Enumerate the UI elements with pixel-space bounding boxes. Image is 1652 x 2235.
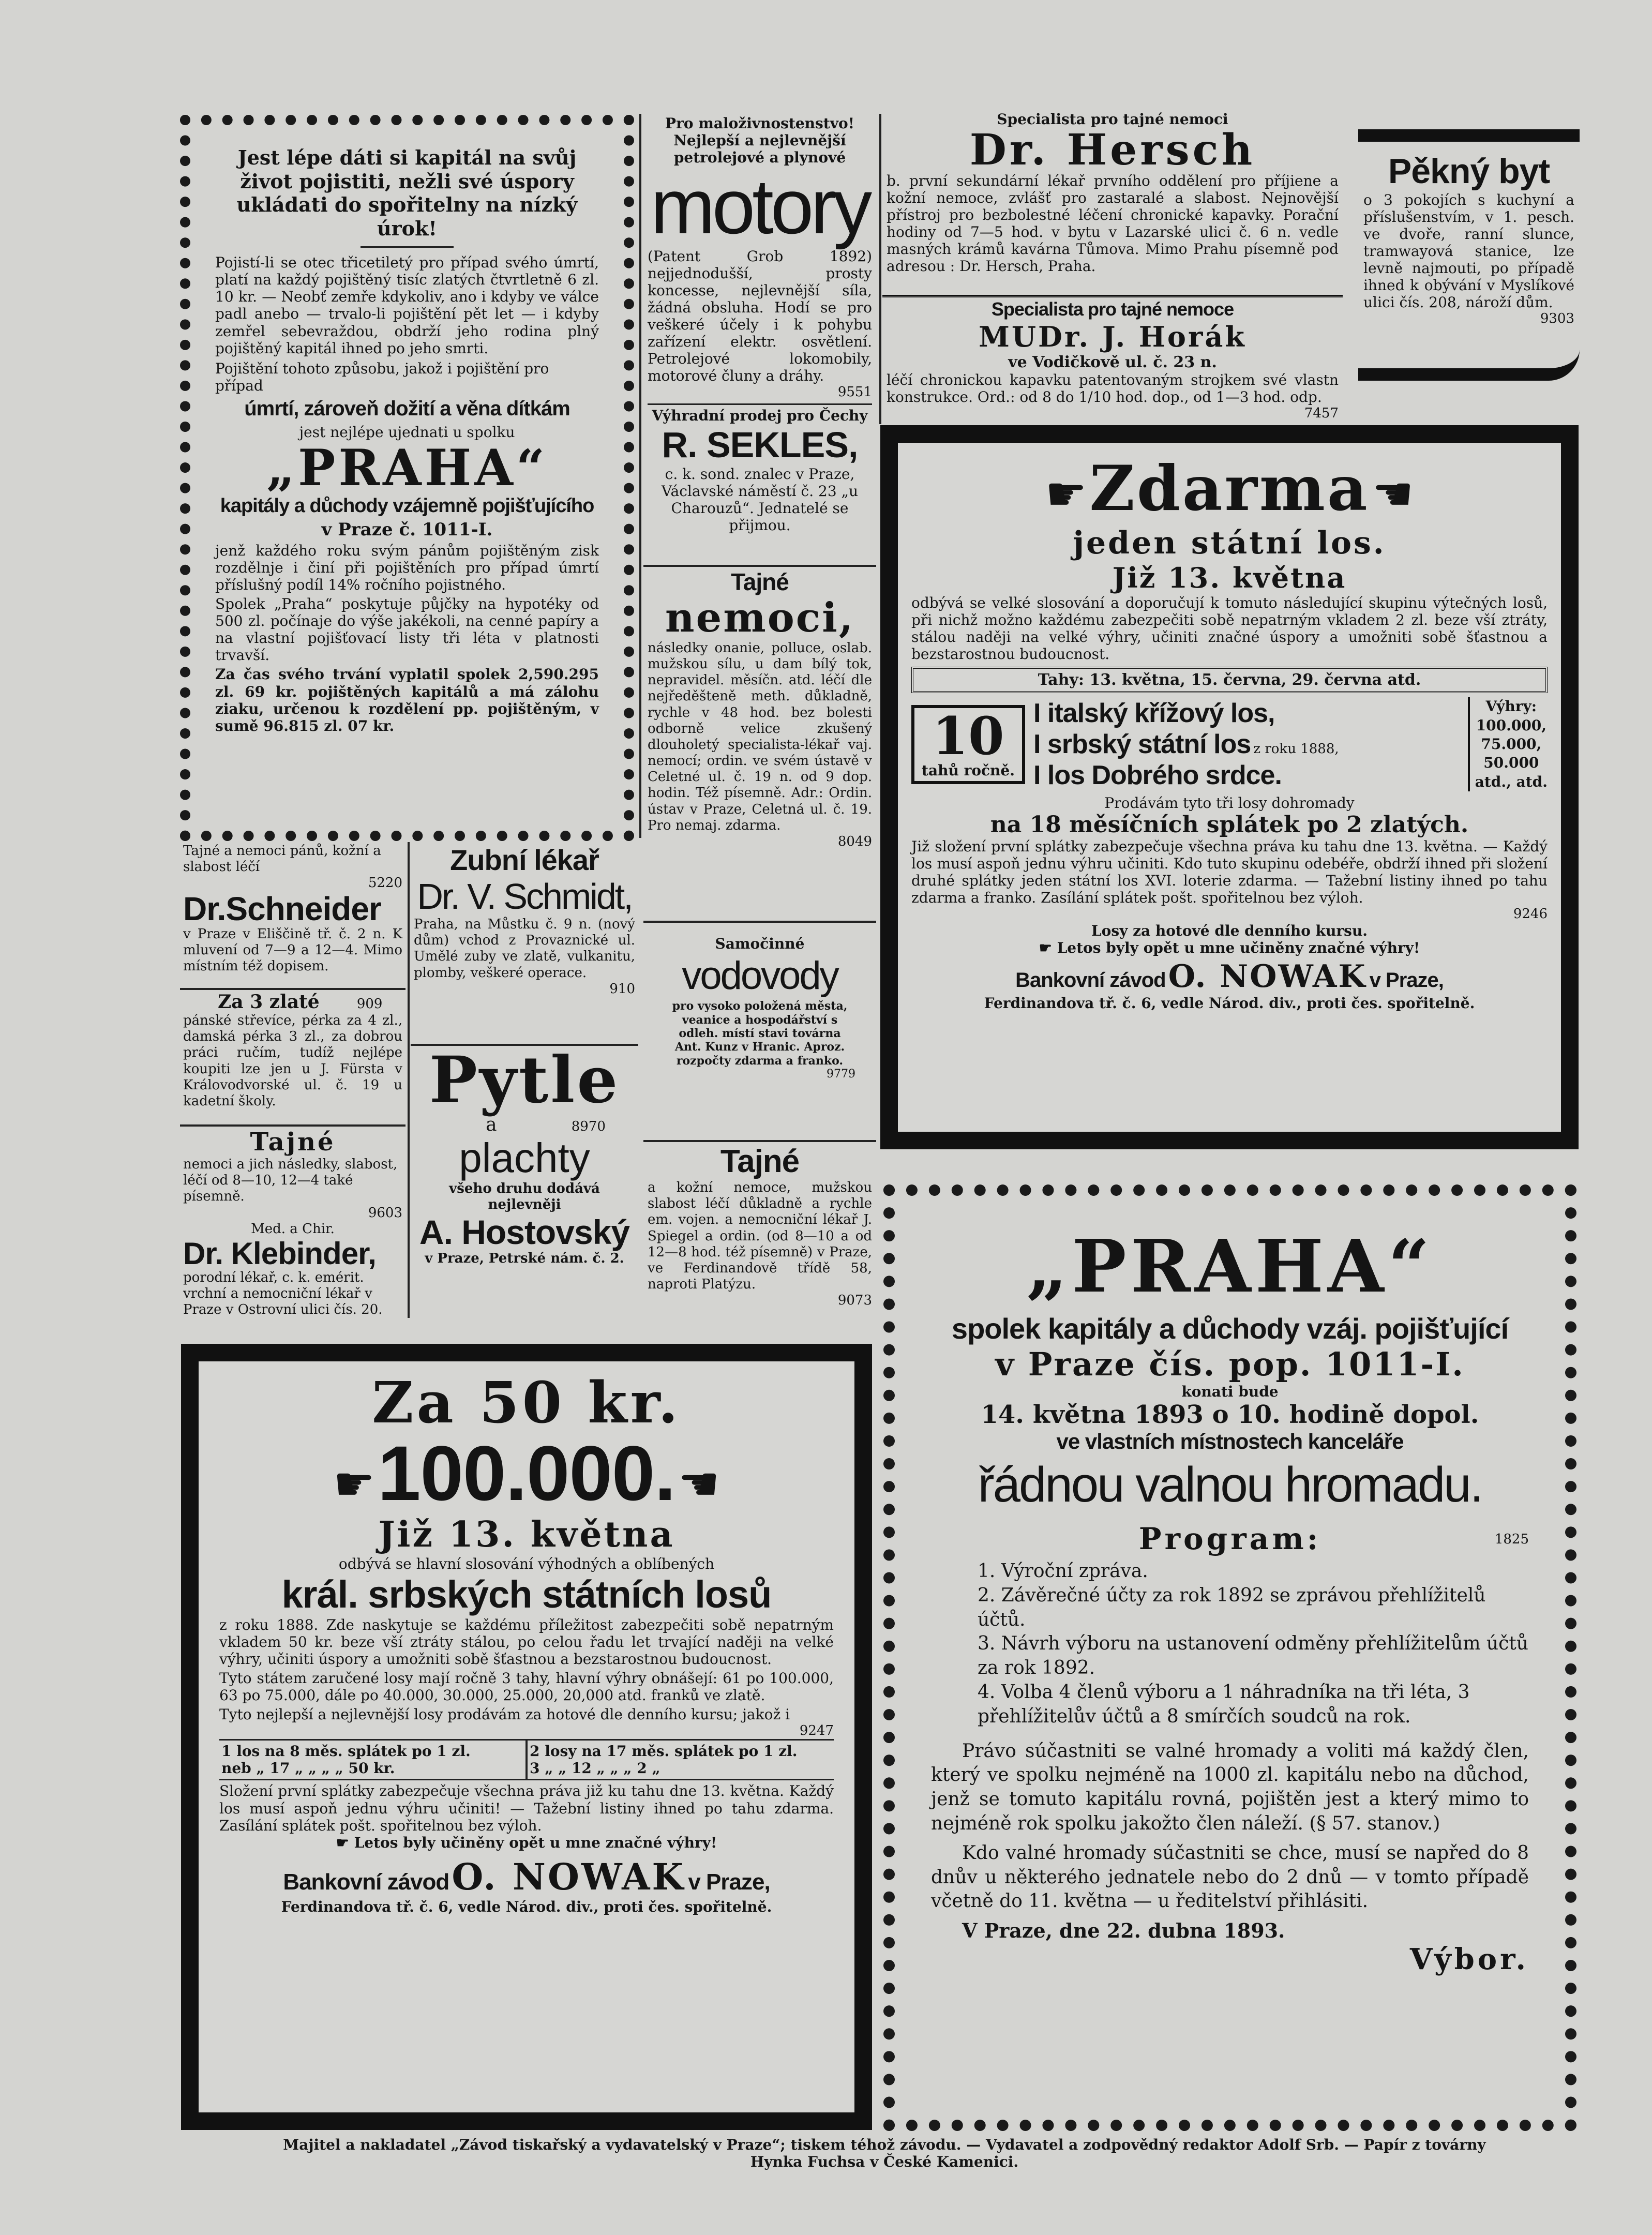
zdarma-text-2: Již složení první splátky zabezpečuje všechna práva ku tahu dne 13. května. — Každý los musí aspoň jednu výhru učiniti. Kdo tuto skupinu odebéře, obdrží ihned při složení druhé splátky jeden státní los XVI. loterie zdarma. — Tažební listiny ihned po tahu zdarma a franko. Zasílání splátek pošt. spořitelnou bez výloh. xyxy=(911,838,1548,907)
zdarma-splatky: na 18 měsíčních splátek po 2 zlatých. xyxy=(990,812,1469,838)
schneider-name: Dr.Schneider xyxy=(183,890,381,927)
pytle-text: všeho druhu dodává nejlevněji xyxy=(449,1181,600,1213)
horak-title: Specialista pro tajné nemoce xyxy=(991,298,1234,320)
praha2-place: ve vlastních místnostech kanceláře xyxy=(1056,1429,1404,1454)
tajne1-text: následky onanie, polluce, oslab. mužskou sílu, u dam bílý tok, nepravidel. měsíčn. atd. léčí dle nejředěšteně meth. důkladně, rychle v 48 hod. bez bolesti odborně velice zkušený dlouholetý specialista-lékař vaj. nemocí; ordin. ve svém ústavě v Celetné ul. č. 19 n. od 9 dop. hodin. Též písemně. Adr.: Ordin. ústav v Praze, Celetná ul. č. 19. Pro nemaj. zdarma. xyxy=(648,640,872,833)
insurance-text-6: Za čas svého trvání vyplatil spolek 2,590.295 zl. 69 kr. pojištěných kapitálů a má zálohu ziaku, určenou k rozdělení pp. pojištěným, v sumě 96.815 zl. 07 kr. xyxy=(215,666,599,734)
nowak50-winners: Letos byly učiněny opět u mne značné výhry! xyxy=(354,1834,717,1851)
zdarma-los-2-year: z roku 1888, xyxy=(1253,741,1339,757)
nowak50-col-left xyxy=(219,1741,528,1779)
schneider-ad xyxy=(180,842,406,988)
nowak50-date: Již 13. května xyxy=(378,1514,675,1555)
zdarma-bank-row xyxy=(911,958,1548,995)
pytle-ad xyxy=(411,1044,638,1317)
byt-ad xyxy=(1358,129,1580,381)
praha2-konati: konati bude xyxy=(1181,1383,1279,1400)
samocinne-big: vodovody xyxy=(682,954,838,998)
nowak50-row: 1 los na 8 měs. splátek po 1 zl. xyxy=(221,1743,471,1760)
praha2-para-2: Kdo valné hromady súčastniti se chce, musí se napřed do 8 dnův u některého jednatele nebo do 2 dnů — v tomto případě včetně do 11. května — u ředitelství přihlásiti. xyxy=(931,1842,1529,1912)
hersch-text: b. první sekundární lékař prvního oddělení pro příjiene a kožní nemoce, zvlášť pro zastaralé a slabost. Nejnovější přístroj pro bezbolestné léčení chronické kapavky. Porační hodiny od 7—5 hod. v bytu v Lazarské ulici č. 6 n. vedle masných krámů kavárna Tůmova. Mimo Prahu písemně pod adresou : Dr. Hersch, Praha. xyxy=(887,172,1339,275)
zdarma-lots-row xyxy=(911,697,1548,791)
hersch-ad xyxy=(882,110,1343,292)
nowak50-bank-name: O. NOWAK xyxy=(452,1855,686,1898)
motory-sub: Nejlepší a nejlevnější petrolejové a plynové xyxy=(673,132,846,167)
zdarma-kurs: Losy za hotové dle denního kursu. xyxy=(1091,922,1368,940)
zdarma-num: 9246 xyxy=(1513,906,1548,922)
insurance-name: „PRAHA“ xyxy=(266,438,548,497)
shoes-ad xyxy=(180,988,406,1122)
praha2-big: řádnou valnou hromadu. xyxy=(978,1457,1482,1513)
zdarma-los-1: I italský křížový los, xyxy=(1033,698,1275,729)
klebinder-num: 9603 xyxy=(368,1205,402,1221)
insurance-text-5: Spolek „Praha“ poskytuje půjčky na hypotéky od 500 zl. počínaje do výše jakékoli, na cenné papíry a na vlastní pojišťovací listy tři léta v platnosti trvavší. xyxy=(215,595,599,664)
byt-text: o 3 pokojích s kuchyní a příslušenstvím, v 1. pesch. ve dvoře, ranní slunce, tramwayová stanice, lze levně najmouti, po případě ihned k obývání v Myslíkové ulici čís. 208, nároží dům. xyxy=(1363,191,1574,311)
klebinder-ad xyxy=(180,1124,406,1317)
nowak50-text-4: Tyto nejlepší a nejlevnější losy prodávám za hotové dle denního kursu; jakož i xyxy=(219,1706,790,1723)
nowak50-num: 9247 xyxy=(799,1723,834,1739)
klebinder-text-2: porodní lékař, c. k. emérit. vrchní a nemocniční lékař v Praze v Ostrovní ulici čís. 20. xyxy=(183,1269,383,1317)
tajne2-title: Tajné xyxy=(720,1144,800,1179)
zdarma-los-2-row xyxy=(1033,729,1460,760)
pointing-hand-icon: ☛ xyxy=(333,1457,375,1511)
pointing-hand-icon: ☚ xyxy=(678,1457,720,1511)
praha2-para-1: Právo súčastniti se valné hromady a voliti má každý člen, který ve spolku nejméně na 1000 zl. kapitálu nebo na důchod, jenž se tomuto kapitálu rovná, pojištěn jest a který mimo to nejméně rok spolku jakožto člen náleží. (§ 57. stanov.) xyxy=(931,1740,1529,1834)
tajne1-ad xyxy=(643,565,876,919)
pointing-hand-icon: ☛ xyxy=(336,1834,354,1851)
byt-title: Pěkný byt xyxy=(1388,152,1550,191)
schneider-num: 5220 xyxy=(368,875,402,891)
insurance-text-2: Pojištění tohoto způsobu, jakož i pojištění pro případ xyxy=(215,359,549,394)
hersch-name: Dr. Hersch xyxy=(969,125,1256,175)
tajne2-ad xyxy=(643,1140,876,1328)
motory-num: 9551 xyxy=(837,384,872,400)
insurance-text-4: jenž každého roku svým pánům pojištěným zisk rozdělnje i činí při pojištěních pro případ úmrtí příslušný podíl 14% ročního pojistného. xyxy=(215,542,599,594)
klebinder-name: Dr. Klebinder, xyxy=(183,1236,376,1271)
pytle-plachty: plachty xyxy=(459,1135,590,1181)
samocinne-num: 9779 xyxy=(827,1068,855,1081)
praha2-program: Program: xyxy=(1138,1521,1321,1557)
horak-text: léčí chronickou kapavku patentovaným strojkem své vlastn konstrukce. Ord.: od 8 do 1/10 hod. dop., od 1—3 hod. odp. xyxy=(887,371,1339,406)
pytle-name: A. Hostovský xyxy=(419,1212,630,1251)
horak-name: MUDr. J. Horák xyxy=(979,320,1246,353)
zdarma-sub: jeden státní los. xyxy=(1073,525,1386,561)
zdarma-date: Již 13. května xyxy=(1112,561,1347,594)
nowak50-row: 3 „ „ 12 „ „ „ 2 „ xyxy=(530,1760,660,1777)
nowak50-bank-row xyxy=(219,1855,834,1898)
schmidt-text: Praha, na Můstku č. 9 n. (nový dům) vchod z Provaznické ul. Umělé zuby ve zlatě, vulkanitu, plomby, veškeré operace. xyxy=(414,917,635,981)
zdarma-city: v Praze, xyxy=(1369,969,1444,992)
schmidt-ad xyxy=(411,842,638,1042)
imprint-line-2: Hynka Fuchsa v České Kamenici. xyxy=(750,2153,1019,2170)
pytle-num: 8970 xyxy=(571,1119,606,1135)
schmidt-name: Dr. V. Schmidt, xyxy=(417,876,632,917)
nowak50-top: Za 50 kr. xyxy=(372,1369,681,1436)
zdarma-headline xyxy=(911,452,1548,525)
zdarma-bank: Bankovní závod xyxy=(1015,969,1166,992)
insurance-highlight: úmrtí, zároveň dožití a věna dítkám xyxy=(244,397,570,420)
praha2-addr: v Praze čís. pop. 1011-I. xyxy=(995,1345,1465,1383)
motory-big: motory xyxy=(650,163,869,250)
zdarma-prize: 75.000, xyxy=(1481,735,1542,753)
insurance-subtitle: kapitály a důchody vzájemně pojišťujícího xyxy=(220,495,594,517)
motory-seller-info: c. k. sond. znalec v Praze, Václavské náměstí č. 23 „u Charouzů“. Jednatelé se přijmou. xyxy=(661,466,859,534)
zdarma-text: odbývá se velké slosování a doporučují k tomuto následující skupinu výtečných losů, při nichž možno každému zabezpečiti sobě nepatrným vkladem 2 zl. beze vší ztráty, stálou naději na velké výhry, učiniti značné úspory a umožniti sobě šťastnou a bezstarostnou budoucnost. xyxy=(911,594,1548,663)
motory-seller: R. SEKLES, xyxy=(662,425,858,466)
nowak50-title: král. srbských státních losů xyxy=(281,1573,772,1616)
nowak50-table xyxy=(219,1739,834,1780)
schneider-top: Tajné a nemoci pánů, kožní a slabost léčí xyxy=(183,843,381,875)
pointing-hand-icon: ☛ xyxy=(1039,939,1057,957)
praha2-dated: V Praze, dne 22. dubna 1893. xyxy=(962,1919,1285,1943)
nowak50-ad xyxy=(181,1344,872,2130)
motory-sole: Výhradní prodej pro Čechy xyxy=(648,403,872,424)
praha2-sub: spolek kapitály a důchody vzáj. pojišťující xyxy=(951,1312,1509,1345)
insurance-text-1: Pojistí-li se otec třicetiletý pro případ svého úmrtí, platí na každý pojištěný tisíc zlatých čtvrtletně 6 zl. 10 kr. — Neobť zemře kdykoliv, ano i kdyby ve válce padl anebo — trvalo-li pojištění pět let — i kdyby zemřel sebevraždou, obdrží jeho rodina plný pojištěný kapitál ihned po jeho smrti. xyxy=(215,254,599,357)
tajne1-title: Tajné xyxy=(731,568,789,595)
zdarma-prod: Prodávám tyto tři losy dohromady xyxy=(1104,794,1355,812)
horak-address: ve Vodičkově ul. č. 23 n. xyxy=(1008,353,1217,371)
nowak50-city: v Praze, xyxy=(688,1869,770,1895)
samocinne-text: pro vysoko položená města, veanice a hospodářství s odleh. místí stavi továrna Ant. Kunz v Hranic. Aproz. rozpočty zdarma a franko. xyxy=(672,999,848,1068)
horak-num: 7457 xyxy=(1304,406,1339,419)
zdarma-ten: 10 xyxy=(932,705,1004,767)
tajne1-big: nemoci, xyxy=(665,594,855,641)
imprint xyxy=(207,2136,1562,2193)
zdarma-prize: 50.000 xyxy=(1483,754,1539,772)
insurance-ad xyxy=(180,115,634,841)
nowak50-col-right xyxy=(528,1741,834,1779)
tajne2-text: a kožní nemoce, mužskou slabost léčí důkladně a rychle em. vojen. a nemocniční lékař J. Spiegel a ordin. (od 8—10 a od 12—8 hod. též písemně) v Praze, ve Ferdinandově třídě 58, naproti Platýzu. xyxy=(648,1180,872,1293)
zdarma-lots xyxy=(1033,698,1460,791)
column-rule xyxy=(639,114,641,838)
nowak50-winners-row xyxy=(219,1834,834,1851)
zdarma-tahy: Tahy: 13. května, 15. června, 29. června atd. xyxy=(911,667,1548,693)
schneider-text: v Praze v Eliščině tř. č. 2 n. K mluvení od 7—9 a 12—4. Mimo místním též dopisem. xyxy=(183,926,402,974)
tajne1-num: 8049 xyxy=(837,834,872,850)
zdarma-ten-box xyxy=(911,705,1025,784)
nowak50-big-row xyxy=(219,1429,834,1517)
tajne2-num: 9073 xyxy=(837,1293,872,1309)
nowak50-text: odbývá se hlavní slosování výhodných a oblíbených xyxy=(338,1555,715,1572)
motory-text: (Patent Grob 1892) nejjednodušší, prosty koncesse, nejlevnější síla, žádná obsluha. Hodí se pro veškeré účely i k pohybu zařízení elektr. osvětlení. Petrolejové lokomobily, motorové čluny a dráhy. xyxy=(648,247,872,384)
praha2-item: 4. Volba 4 členů výboru a 1 náhradníka na tři léta, 3 přehlížitelův účtů a 8 smírčích soudců na rok. xyxy=(978,1682,1470,1727)
nowak50-bank: Bankovní závod xyxy=(283,1869,449,1895)
zdarma-prize: atd., atd. xyxy=(1475,773,1548,790)
praha2-name: „PRAHA“ xyxy=(1026,1224,1434,1309)
schmidt-num: 910 xyxy=(609,981,635,997)
praha2-date: 14. května 1893 o 10. hodině dopol. xyxy=(981,1400,1479,1430)
zdarma-ad xyxy=(880,425,1579,1149)
praha2-item: 1. Výroční zpráva. xyxy=(978,1561,1148,1582)
samocinne-title: Samočinné xyxy=(715,935,805,952)
column-rule xyxy=(879,114,881,424)
pointing-hand-icon: ☛ xyxy=(1045,467,1087,521)
praha-meeting-ad xyxy=(883,1184,1576,2131)
zdarma-winners: Letos byly opět u mne učiněny značné výhry! xyxy=(1057,939,1420,957)
zdarma-prizes-title: Výhry: xyxy=(1485,698,1537,715)
zdarma-tahu: tahů ročně. xyxy=(922,761,1015,779)
klebinder-title: Tajné xyxy=(250,1128,336,1157)
insurance-headline: Jest lépe dáti si kapitál na svůj život pojistiti, nežli své úspory ukládati do spořitelny na nízký úrok! xyxy=(236,146,578,240)
praha2-program-row xyxy=(931,1521,1529,1556)
zdarma-bank-name: O. NOWAK xyxy=(1168,958,1367,995)
praha2-num: 1825 xyxy=(1494,1532,1529,1548)
pytle-addr: v Praze, Petrské nám. č. 2. xyxy=(425,1251,624,1267)
horak-ad xyxy=(882,295,1343,419)
shoes-title-row xyxy=(183,991,402,1013)
insurance-address: v Praze č. 1011-I. xyxy=(321,519,493,541)
nowak50-text-5: Složení první splátky zabezpečuje všechna práva již ku tahu dne 13. května. Každý los musí aspoň jednu výhru učiniti! — Tažební listiny ihned po tahu zdarma. Zasílání splátek pošt. spořitelnou bez výloh. xyxy=(219,1782,834,1834)
zdarma-prizes xyxy=(1468,697,1548,791)
praha2-sign: Výbor. xyxy=(1409,1942,1529,1977)
insurance-text-3: jest nejlépe ujednati u spolku xyxy=(299,423,515,441)
samocinne-ad xyxy=(643,921,876,1138)
praha2-items xyxy=(931,1559,1529,1729)
pytle-a: a xyxy=(486,1114,497,1136)
nowak50-big: 100.000. xyxy=(378,1429,675,1517)
divider xyxy=(361,246,454,248)
motory-top: Pro maloživnostenstvo! xyxy=(665,115,854,132)
hersch-title: Specialista pro tajné nemoci xyxy=(997,111,1228,128)
zdarma-big: Zdarma xyxy=(1089,452,1370,525)
column-rule xyxy=(408,842,410,1318)
nowak50-text-3: Tyto státem zaručené losy mají ročně 3 tahy, hlavní výhry obnášejí: 61 po 100.000, 63 po 75.000, dále po 40.000, 30.000, 25.000, 20,000 atd. franků ve zlatě. xyxy=(219,1670,834,1704)
schmidt-title: Zubní lékař xyxy=(450,844,599,876)
zdarma-prize: 100.000, xyxy=(1476,716,1547,734)
motory-ad xyxy=(643,113,876,563)
nowak50-addr: Ferdinandova tř. č. 6, vedle Národ. div., proti čes. spořitelně. xyxy=(281,1898,772,1915)
nowak50-row: 2 losy na 17 měs. splátek po 1 zl. xyxy=(530,1743,798,1760)
klebinder-sub: Med. a Chir. xyxy=(251,1221,335,1237)
pytle-a-row xyxy=(414,1114,635,1135)
pytle-big: Pytle xyxy=(429,1044,620,1118)
pointing-hand-icon: ☚ xyxy=(1372,467,1414,521)
shoes-title: Za 3 zlaté xyxy=(218,991,320,1013)
shoes-text: pánské střevíce, pérka za 4 zl., damská pérka 3 zl., za dobrou práci ručím, tudíž nejlépe koupiti lze jen u J. Fürsta v Královodvorské ul. č. 19 u kadetní školy. xyxy=(183,1013,402,1109)
imprint-line-1: Majitel a nakladatel „Závod tiskařský a vydavatelský v Praze“; tiskem téhož závodu. — Vydavatel a zodpovědný redaktor Adolf Srb. — Papír z továrny xyxy=(283,2136,1486,2153)
byt-num: 9303 xyxy=(1540,311,1574,327)
nowak50-row: neb „ 17 „ „ „ „ 50 kr. xyxy=(221,1760,395,1777)
zdarma-winners-row xyxy=(911,939,1548,956)
zdarma-addr: Ferdinandova tř. č. 6, vedle Národ. div., proti čes. spořitelně. xyxy=(984,995,1475,1012)
zdarma-los-3: I los Dobrého srdce. xyxy=(1033,760,1282,791)
praha2-item: 3. Návrh výboru na ustanovení odměny přehlížitelům účtů za rok 1892. xyxy=(978,1633,1528,1679)
klebinder-text-1: nemoci a jich následky, slabost, léčí od 8—10, 12—4 také písemně. xyxy=(183,1157,398,1205)
shoes-num: 909 xyxy=(356,996,383,1012)
nowak50-text-2: z roku 1888. Zde naskytuje se každému příležitost zabezpečiti sobě nepatrným vkladem 50 kr. beze vší ztráty stálou, po celou řadu let trvající naději na velké výhry, učiniti úspory a umožniti sobě šťastnou a bezstarostnou budoucnost. xyxy=(219,1616,834,1668)
zdarma-los-2: I srbský státní los xyxy=(1033,729,1251,760)
praha2-item: 2. Závěrečné účty za rok 1892 se zprávou přehlížitelů účtů. xyxy=(978,1584,1486,1630)
